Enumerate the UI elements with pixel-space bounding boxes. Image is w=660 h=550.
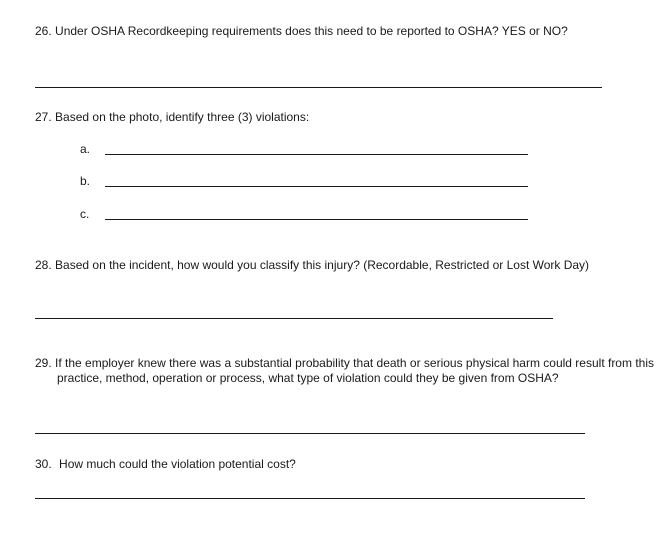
- question-text: If the employer knew there was a substantial probability that death or serious physical harm could result from this practice, method, operation or process, what type of violation could they be given from OSHA?: [55, 356, 654, 385]
- sub-item-letter: c.: [80, 207, 90, 221]
- question-number: 30.: [35, 457, 52, 471]
- answer-line-30[interactable]: [35, 498, 585, 499]
- answer-line-29[interactable]: [35, 433, 585, 434]
- question-26: [35, 24, 660, 39]
- answer-line-28[interactable]: [35, 318, 553, 319]
- answer-line-26[interactable]: [35, 87, 602, 88]
- question-text: Under OSHA Recordkeeping requirements does this need to be reported to OSHA? YES or NO?: [55, 24, 568, 38]
- sub-item-a: [80, 142, 102, 157]
- question-number: 27.: [35, 110, 52, 124]
- question-text: Based on the photo, identify three (3) violations:: [55, 110, 310, 124]
- answer-line-27b[interactable]: [105, 186, 528, 187]
- question-text: How much could the violation potential cost?: [59, 457, 296, 471]
- question-29: [35, 356, 660, 386]
- sub-item-c: [80, 207, 102, 222]
- answer-line-27a[interactable]: [105, 154, 528, 155]
- question-text: Based on the incident, how would you classify this injury? (Recordable, Restricted or Lost Work Day): [55, 258, 590, 272]
- question-30: [35, 457, 645, 472]
- answer-line-27c[interactable]: [105, 219, 528, 220]
- question-number: 28.: [35, 258, 52, 272]
- question-number: 26.: [35, 24, 52, 38]
- sub-item-letter: b.: [80, 174, 91, 188]
- question-28: [35, 258, 660, 273]
- question-number: 29.: [35, 356, 52, 370]
- question-27: [35, 110, 645, 125]
- sub-item-letter: a.: [80, 142, 91, 156]
- sub-item-b: [80, 174, 102, 189]
